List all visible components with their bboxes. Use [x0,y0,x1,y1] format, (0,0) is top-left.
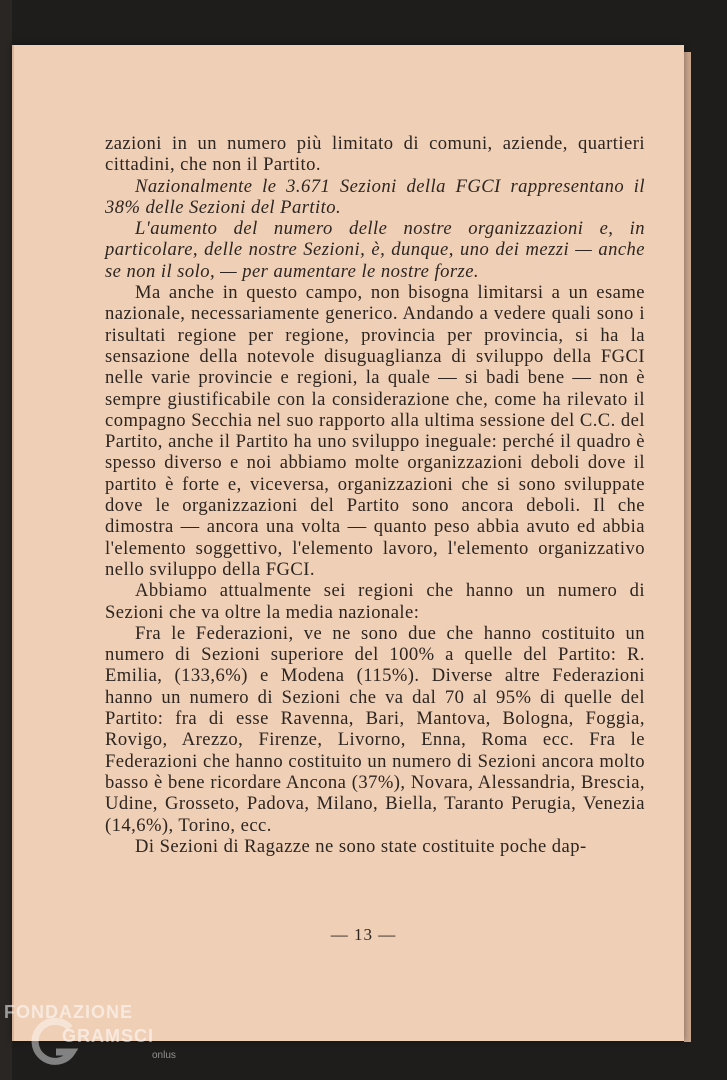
page-edge [684,52,691,1042]
page-number: — 13 — [330,925,397,944]
page-text [105,133,645,857]
paragraph-4: Ma anche in questo campo, non bisogna limitarsi a un esame nazionale, necessariamente generico. Andando a vedere quali sono i risultati regione per regione, provincia per provincia, si ha la sensazione della notevole disuguaglianza di sviluppo della FGCI nelle varie provincie e regioni, la quale — si badi bene — non è sempre giustificabile con la considerazione che, come ha rilevato il compagno Secchia nel suo rapporto alla ultima sessione del C.C. del Partito, anche il Partito ha uno sviluppo ineguale: perché il quadro è spesso diverso e noi abbiamo molte organizzazioni deboli dove il partito è forte e, viceversa, organizzazioni che si sono sviluppate dove le organizzazioni del Partito sono ancora deboli. Il che dimostra — ancora una volta — quanto peso abbia avuto ed abbia l'elemento soggettivo, l'elemento lavoro, l'elemento organizzativo nello sviluppo della FGCI. [105,282,645,580]
paragraph-2: Nazionalmente le 3.671 Sezioni della FGCI rappresentano il 38% delle Sezioni del Partito. [105,175,645,218]
watermark-line-1: FONDAZIONE [4,1002,133,1022]
paragraph-1: zazioni in un numero più limitato di comuni, aziende, quartieri cittadini, che non il Partito. [105,133,645,176]
scan-edge [0,0,12,1080]
paragraph-3: L'aumento del numero delle nostre organizzazioni e, in particolare, delle nostre Sezioni, è, dunque, uno dei mezzi — anche se non il solo, — per aumentare le nostre forze. [105,218,645,282]
watermark-line-3: onlus [152,1050,176,1061]
watermark-line-2: GRAMSCI [62,1026,154,1046]
paragraph-6: Fra le Federazioni, ve ne sono due che hanno costituito un numero di Sezioni superiore del 100% a quelle del Partito: R. Emilia, (133,6%) e Modena (115%). Diverse altre Federazioni hanno un numero di Sezioni che va dal 70 al 95% di quelle del Partito: fra di esse Ravenna, Bari, Mantova, Bologna, Foggia, Rovigo, Arezzo, Firenze, Livorno, Enna, Roma ecc. Fra le Federazioni che hanno costituito un numero di Sezioni ancora molto basso è bene ricordare Ancona (37%), Novara, Alessandria, Brescia, Udine, Grosseto, Padova, Milano, Biella, Taranto Perugia, Venezia (14,6%), Torino, ecc. [105,622,645,836]
paragraph-5: Abbiamo attualmente sei regioni che hanno un numero di Sezioni che va oltre la media nazionale: [105,580,645,623]
paragraph-7: Di Sezioni di Ragazze ne sono state costituite poche dap- [135,835,587,857]
fondazione-gramsci-watermark [4,996,264,1076]
